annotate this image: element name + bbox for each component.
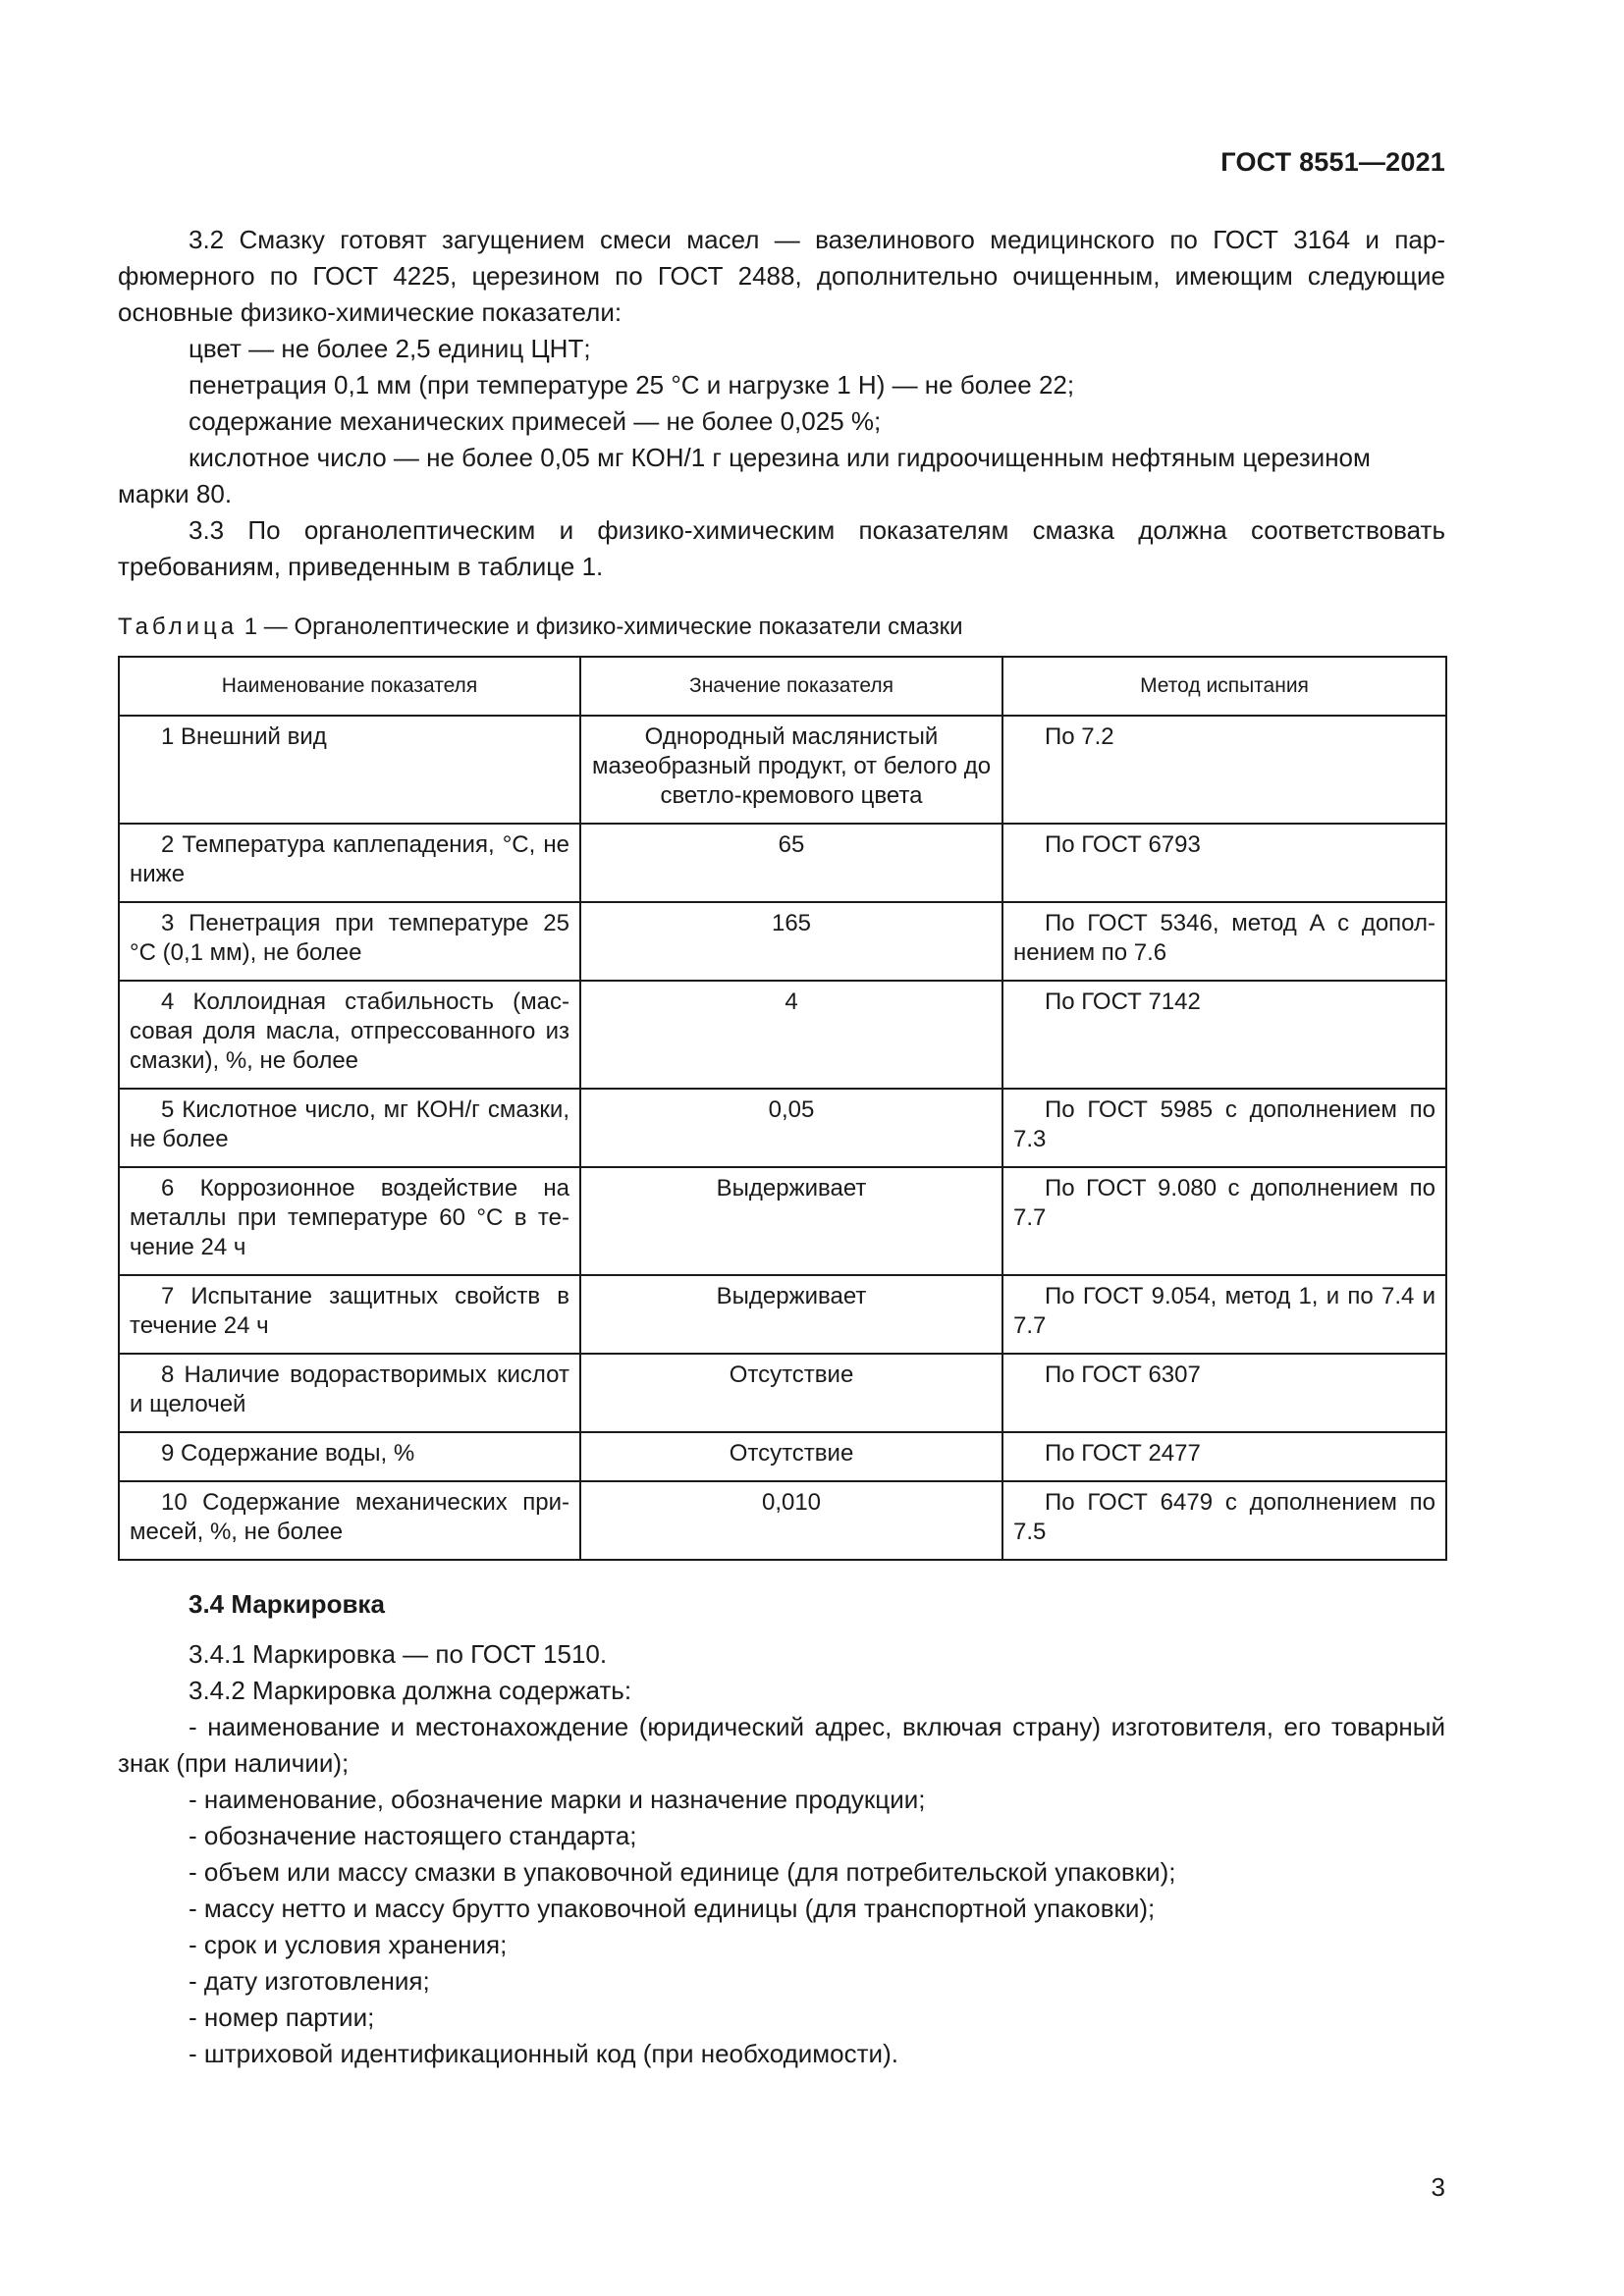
indicator-name (119, 902, 580, 981)
indicator-name (119, 824, 580, 902)
table-row (119, 1089, 1446, 1167)
marking-item: - дату изготовления; (189, 1966, 430, 1996)
indicator-name (119, 1354, 580, 1432)
table-row (119, 1167, 1446, 1275)
document-code: ГОСТ 8551—2021 (1220, 147, 1445, 177)
indicator-value: Отсутствие (580, 1354, 1002, 1432)
spec-item: цвет — не более 2,5 единиц ЦНТ; (189, 334, 591, 363)
indicator-name (119, 1481, 580, 1560)
table-caption (118, 613, 1445, 642)
indicator-name (119, 1432, 580, 1481)
indicator-name-text: 8 Наличие водорастворимых кислот и щелочей (130, 1362, 569, 1417)
table-row (119, 981, 1446, 1089)
table-row (119, 1481, 1446, 1560)
test-method (1002, 1167, 1446, 1275)
paragraph-3-4-2: 3.4.2 Маркировка должна содержать: (189, 1676, 632, 1705)
indicator-name-text: 1 Внешний вид (161, 723, 327, 750)
marking-item: - срок и условия хранения; (189, 1930, 508, 1959)
table-caption-word: Таблица (118, 614, 239, 640)
indicator-name-text: 2 Температура каплепадения, °С, не ниже (130, 831, 569, 887)
test-method-text: По ГОСТ 6307 (1045, 1362, 1201, 1388)
test-method-text: По ГОСТ 5985 с дополнением по 7.3 (1013, 1096, 1435, 1152)
page-content (118, 222, 1445, 2072)
indicator-value: 4 (580, 981, 1002, 1089)
page-number: 3 (1431, 2172, 1445, 2202)
test-method-text: По ГОСТ 6793 (1045, 831, 1201, 858)
test-method (1002, 1481, 1446, 1560)
indicator-value: 0,05 (580, 1089, 1002, 1167)
test-method (1002, 902, 1446, 981)
indicator-name (119, 1089, 580, 1167)
indicator-value: Выдерживает (580, 1167, 1002, 1275)
indicator-name-text: 5 Кислотное число, мг КОН/г смазки, не более (130, 1096, 569, 1152)
indicator-name (119, 1167, 580, 1275)
test-method (1002, 981, 1446, 1089)
marking-item: - объем или массу смазки в упаковочной единице (для потребительской упаковки); (189, 1857, 1176, 1887)
marking-item: - обозначение настоящего стандарта; (189, 1821, 637, 1850)
marking-item: - наименование, обозначение марки и назначение продукции; (189, 1785, 926, 1814)
indicator-value: 65 (580, 824, 1002, 902)
table-row (119, 902, 1446, 981)
section-heading-3-4: 3.4 Маркировка (189, 1589, 385, 1619)
indicator-value: Отсутствие (580, 1432, 1002, 1481)
test-method (1002, 1432, 1446, 1481)
test-method (1002, 716, 1446, 824)
marking-item: - штриховой идентификационный код (при необходимости). (189, 2039, 898, 2068)
indicator-name-text: 9 Содержание воды, % (161, 1440, 415, 1467)
indicator-value: 165 (580, 902, 1002, 981)
paragraph-3-2: 3.2 Смазку готовят загущением смеси масел — вазелинового медицинского по ГОСТ 3164 и парфюмерного по ГОСТ 4225, церезином по ГОСТ 2488, дополнительно очищенным, имеющим следующие основные физико-химические показатели: (118, 225, 1445, 327)
properties-table (118, 656, 1447, 1561)
table-row (119, 1275, 1446, 1354)
table-row (119, 1354, 1446, 1432)
marking-item: - массу нетто и массу брутто упаковочной единицы (для транспортной упаковки); (189, 1894, 1156, 1923)
spec-item-continuation: марки 80. (118, 479, 233, 508)
indicator-name-text: 6 Коррозионное воздействие на металлы при температуре 60 °С в течение 24 ч (130, 1175, 569, 1260)
indicator-name-text: 10 Содержание механических примесей, %, не более (130, 1489, 569, 1545)
spec-item: кислотное число — не более 0,05 мг КОН/1 г церезина или гидроочищенным нефтяным церезином (189, 443, 1371, 472)
marking-item: - номер партии; (189, 2002, 375, 2032)
indicator-name (119, 981, 580, 1089)
test-method-text: По ГОСТ 5346, метод А с дополнением по 7.6 (1013, 910, 1435, 966)
column-header: Наименование показателя (119, 657, 580, 716)
table-row (119, 824, 1446, 902)
indicator-name (119, 716, 580, 824)
paragraph-3-4-1: 3.4.1 Маркировка — по ГОСТ 1510. (189, 1639, 608, 1669)
test-method-text: По ГОСТ 6479 с дополнением по 7.5 (1013, 1489, 1435, 1545)
indicator-name-text: 7 Испытание защитных свойств в течение 24 ч (130, 1283, 569, 1339)
spec-item: пенетрация 0,1 мм (при температуре 25 °С и нагрузке 1 Н) — не более 22; (189, 370, 1075, 400)
test-method (1002, 1275, 1446, 1354)
test-method-text: По ГОСТ 9.054, метод 1, и по 7.4 и 7.7 (1013, 1283, 1435, 1339)
test-method (1002, 1354, 1446, 1432)
table-row (119, 1432, 1446, 1481)
marking-item: - наименование и местонахождение (юридический адрес, включая страну) изготовителя, его товарный знак (при наличии); (118, 1712, 1445, 1778)
spec-item: содержание механических примесей — не более 0,025 %; (189, 406, 882, 436)
indicator-value: Выдерживает (580, 1275, 1002, 1354)
indicator-name (119, 1275, 580, 1354)
test-method-text: По ГОСТ 9.080 с дополнением по 7.7 (1013, 1175, 1435, 1231)
table-caption-text: 1 — Органолептические и физико-химические показатели смазки (238, 614, 963, 640)
table-header-row (119, 657, 1446, 716)
indicator-value: 0,010 (580, 1481, 1002, 1560)
test-method (1002, 824, 1446, 902)
indicator-name-text: 4 Коллоидная стабильность (массовая доля масла, отпрессованного из смазки), %, не более (130, 988, 569, 1074)
column-header: Метод испытания (1002, 657, 1446, 716)
column-header: Значение показателя (580, 657, 1002, 716)
indicator-value: Однородный маслянистый мазеобразный продукт, от белого до светло-кремового цвета (580, 716, 1002, 824)
test-method-text: По ГОСТ 2477 (1045, 1440, 1201, 1467)
paragraph-3-3: 3.3 По органолептическим и физико-химическим показателям смазка должна соответствовать требованиям, приведенным в таблице 1. (118, 515, 1445, 581)
test-method-text: По ГОСТ 7142 (1045, 988, 1201, 1015)
table-row (119, 716, 1446, 824)
indicator-name-text: 3 Пенетрация при температуре 25 °С (0,1 мм), не более (130, 910, 569, 966)
test-method (1002, 1089, 1446, 1167)
test-method-text: По 7.2 (1045, 723, 1114, 750)
